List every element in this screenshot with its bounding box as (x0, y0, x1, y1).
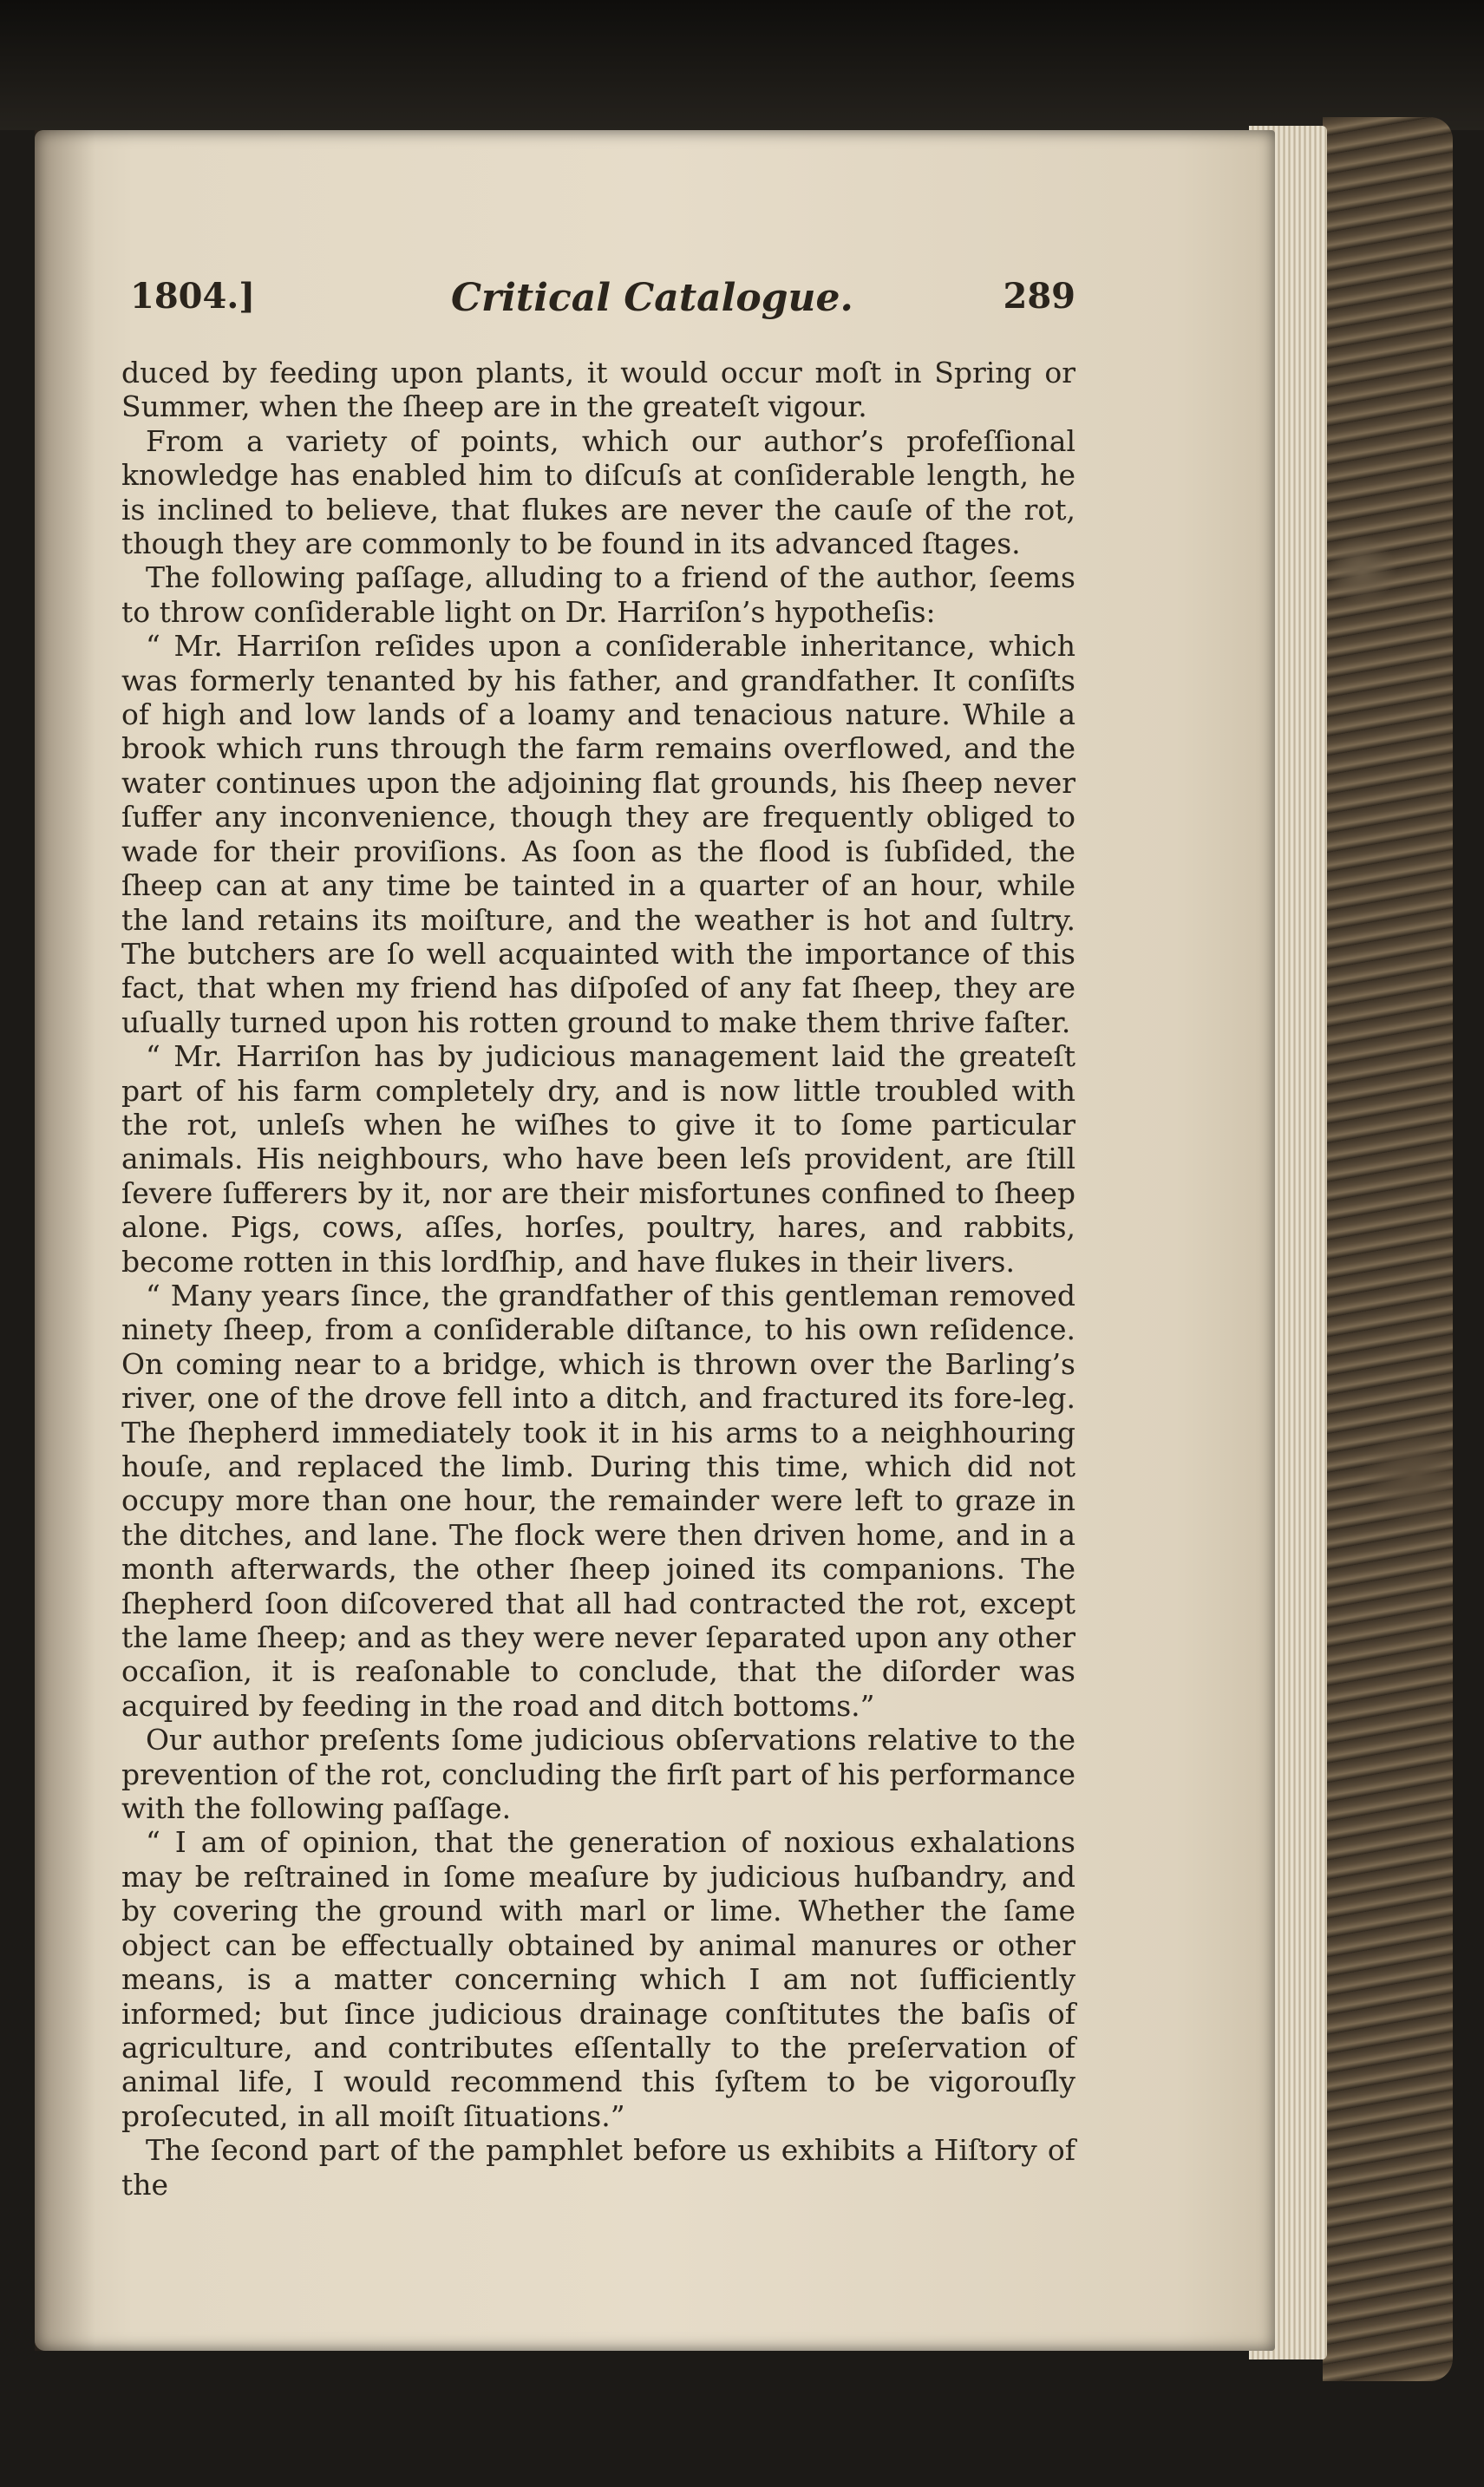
scan-background (0, 0, 1484, 130)
running-header (130, 276, 1075, 328)
paragraph: The ſecond part of the pamphlet before us exhibits a Hiſtory of the (121, 2133, 1075, 2202)
quoted-paragraph: “ I am of opinion, that the generation of noxious exhalations may be reſtrained in ſome meaſure by judicious huſbandry, and by covering the ground with marl or lime. Whether the ſame object can be effectually obtained by animal manures or other means, is a matter concerning which I am not ſufficiently informed; but ſince judicious drainage conſtitutes the baſis of agriculture, and contributes eſſentally to the preſervation of animal life, I would recommend this ſyſtem to be vigorouſly proſecuted, in all moiſt ſituations.” (121, 1825, 1075, 2133)
body-text (121, 356, 1075, 2202)
page-gutter-shadow (35, 130, 95, 2351)
paragraph: From a variety of points, which our author’s profeſſional knowledge has enabled him to diſcuſs at conſiderable length, he is inclined to believe, that flukes are never the cauſe of the rot, though they are commonly to be found in its advanced ſtages. (121, 423, 1075, 561)
paragraph: The following paſſage, alluding to a friend of the author, ſeems to throw conſiderable light on Dr. Harriſon’s hypotheſis: (121, 560, 1075, 629)
header-title: Critical Catalogue. (451, 276, 853, 320)
header-year: 1804.] (130, 276, 256, 317)
page-number: 289 (1003, 276, 1075, 317)
book-cover-edge (1323, 117, 1453, 2381)
quoted-paragraph: “ Mr. Harriſon reſides upon a conſiderable inheritance, which was formerly tenanted by his father, and grandfather. It conſiſts of high and low lands of a loamy and tenacious nature. While a brook which runs through the farm remains overflowed, and the water continues upon the adjoining flat grounds, his ſheep never ſuffer any inconvenience, though they are frequently obliged to wade for their proviſions. As ſoon as the flood is ſubſided, the ſheep can at any time be tainted in a quarter of an hour, while the land retains its moiſture, and the weather is hot and ſultry. The butchers are ſo well acquainted with the importance of this fact, that when my friend has diſpoſed of any fat ſheep, they are uſually turned upon his rotten ground to make them thrive faſter. (121, 629, 1075, 1039)
paragraph: Our author preſents ſome judicious obſervations relative to the prevention of the rot, concluding the firſt part of his performance with the following paſſage. (121, 1723, 1075, 1826)
paragraph: duced by feeding upon plants, it would occur moſt in Spring or Summer, when the ſheep are in the greateſt vigour. (121, 356, 1075, 424)
quoted-paragraph: “ Many years ſince, the grandfather of this gentleman removed ninety ſheep, from a conſiderable diſtance, to his own reſidence. On coming near to a bridge, which is thrown over the Barling’s river, one of the drove fell into a ditch, and fractured its fore-leg. The ſhepherd immediately took it in his arms to a neighhouring houſe, and replaced the limb. During this time, which did not occupy more than one hour, the remainder were left to graze in the ditches, and lane. The flock were then driven home, and in a month afterwards, the other ſheep joined its companions. The ſhepherd ſoon diſcovered that all had contracted the rot, except the lame ſheep; and as they were never ſeparated upon any other occaſion, it is reaſonable to conclude, that the diſorder was acquired by feeding in the road and ditch bottoms.” (121, 1278, 1075, 1723)
quoted-paragraph: “ Mr. Harriſon has by judicious management laid the greateſt part of his farm completely dry, and is now little troubled with the rot, unleſs when he wiſhes to give it to ſome particular animals. His neighbours, who have been leſs provident, are ſtill ſevere ſufferers by it, nor are their misfortunes confined to ſheep alone. Pigs, cows, aſſes, horſes, poultry, hares, and rabbits, become rotten in this lordſhip, and have flukes in their livers. (121, 1039, 1075, 1279)
